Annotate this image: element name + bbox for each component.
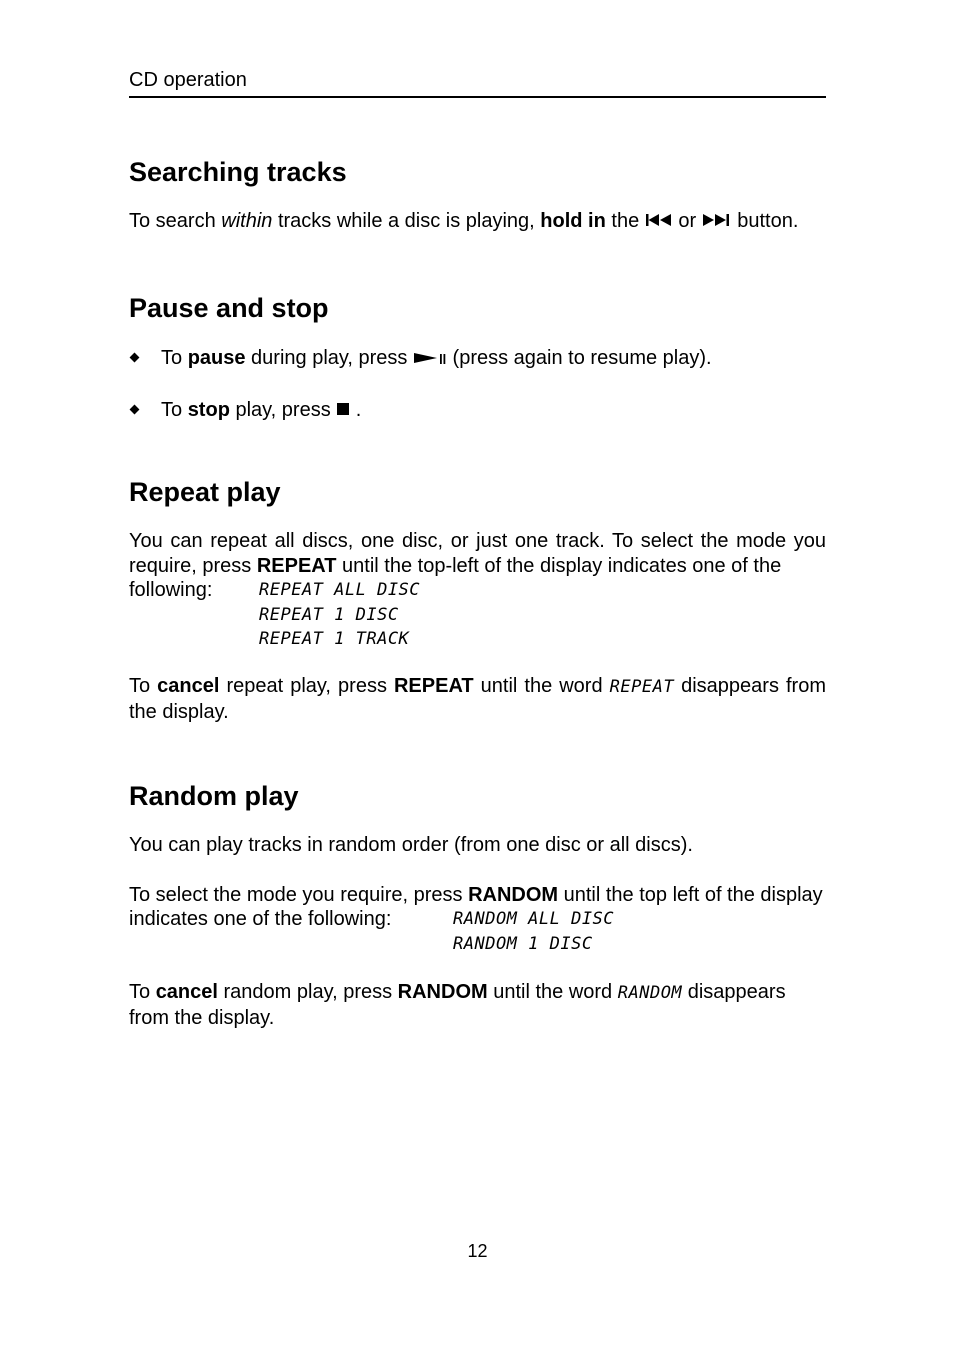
section-searching-tracks	[129, 156, 826, 234]
running-header: CD operation	[129, 68, 826, 98]
repeat-lcd-word: REPEAT	[609, 677, 675, 697]
section-repeat-play	[129, 476, 826, 724]
bullet-diamond-icon	[130, 353, 140, 363]
random-lcd-word: RANDOM	[617, 983, 683, 1003]
bullet-stop: To stop play, press .	[129, 398, 826, 423]
play-pause-icon	[413, 347, 447, 371]
repeat-mode-item: REPEAT 1 TRACK	[259, 629, 410, 649]
random-mode-item: RANDOM 1 DISC	[453, 933, 593, 954]
repeat-mode-item: REPEAT ALL DISC	[259, 580, 421, 600]
random-mode-list	[453, 907, 614, 956]
skip-back-icon	[645, 209, 673, 234]
repeat-following-label: following:	[129, 579, 213, 601]
repeat-mode-item: REPEAT 1 DISC	[259, 604, 399, 625]
random-paragraph-1: You can play tracks in random order (from one disc or all discs).	[129, 834, 693, 856]
repeat-mode-list	[259, 578, 420, 652]
section-pause-stop	[129, 292, 826, 422]
random-paragraph-3: To cancel random play, press RANDOM until the word RANDOM disappears from the display.	[129, 981, 786, 1029]
page-number: 12	[467, 1241, 488, 1261]
random-mode-item: RANDOM ALL DISC	[453, 909, 615, 929]
stop-icon	[336, 398, 350, 422]
random-modes-block	[129, 907, 826, 956]
random-paragraph-2: To select the mode you require, press RANDOM until the top left of the display	[129, 883, 823, 906]
heading-random-play: Random play	[129, 781, 299, 811]
repeat-modes-block	[129, 578, 826, 653]
heading-repeat-play: Repeat play	[129, 477, 281, 507]
repeat-paragraph-2: To cancel repeat play, press REPEAT until the word REPEAT disappears from the display.	[129, 675, 826, 723]
random-following-label: indicates one of the following:	[129, 908, 392, 930]
searching-paragraph: To search within tracks while a disc is playing, hold in the or button.	[129, 210, 799, 232]
heading-pause-stop: Pause and stop	[129, 293, 329, 323]
section-random-play	[129, 780, 826, 1030]
bullet-diamond-icon	[130, 404, 140, 414]
bullet-pause: To pause during play, press (press again to resume play).	[129, 346, 826, 371]
skip-forward-icon	[702, 209, 732, 234]
heading-searching-tracks: Searching tracks	[129, 157, 347, 187]
repeat-paragraph-1: You can repeat all discs, one disc, or just one track. To select the mode you require, press REPEAT until the top-left of the display indicates one of the	[129, 530, 826, 577]
